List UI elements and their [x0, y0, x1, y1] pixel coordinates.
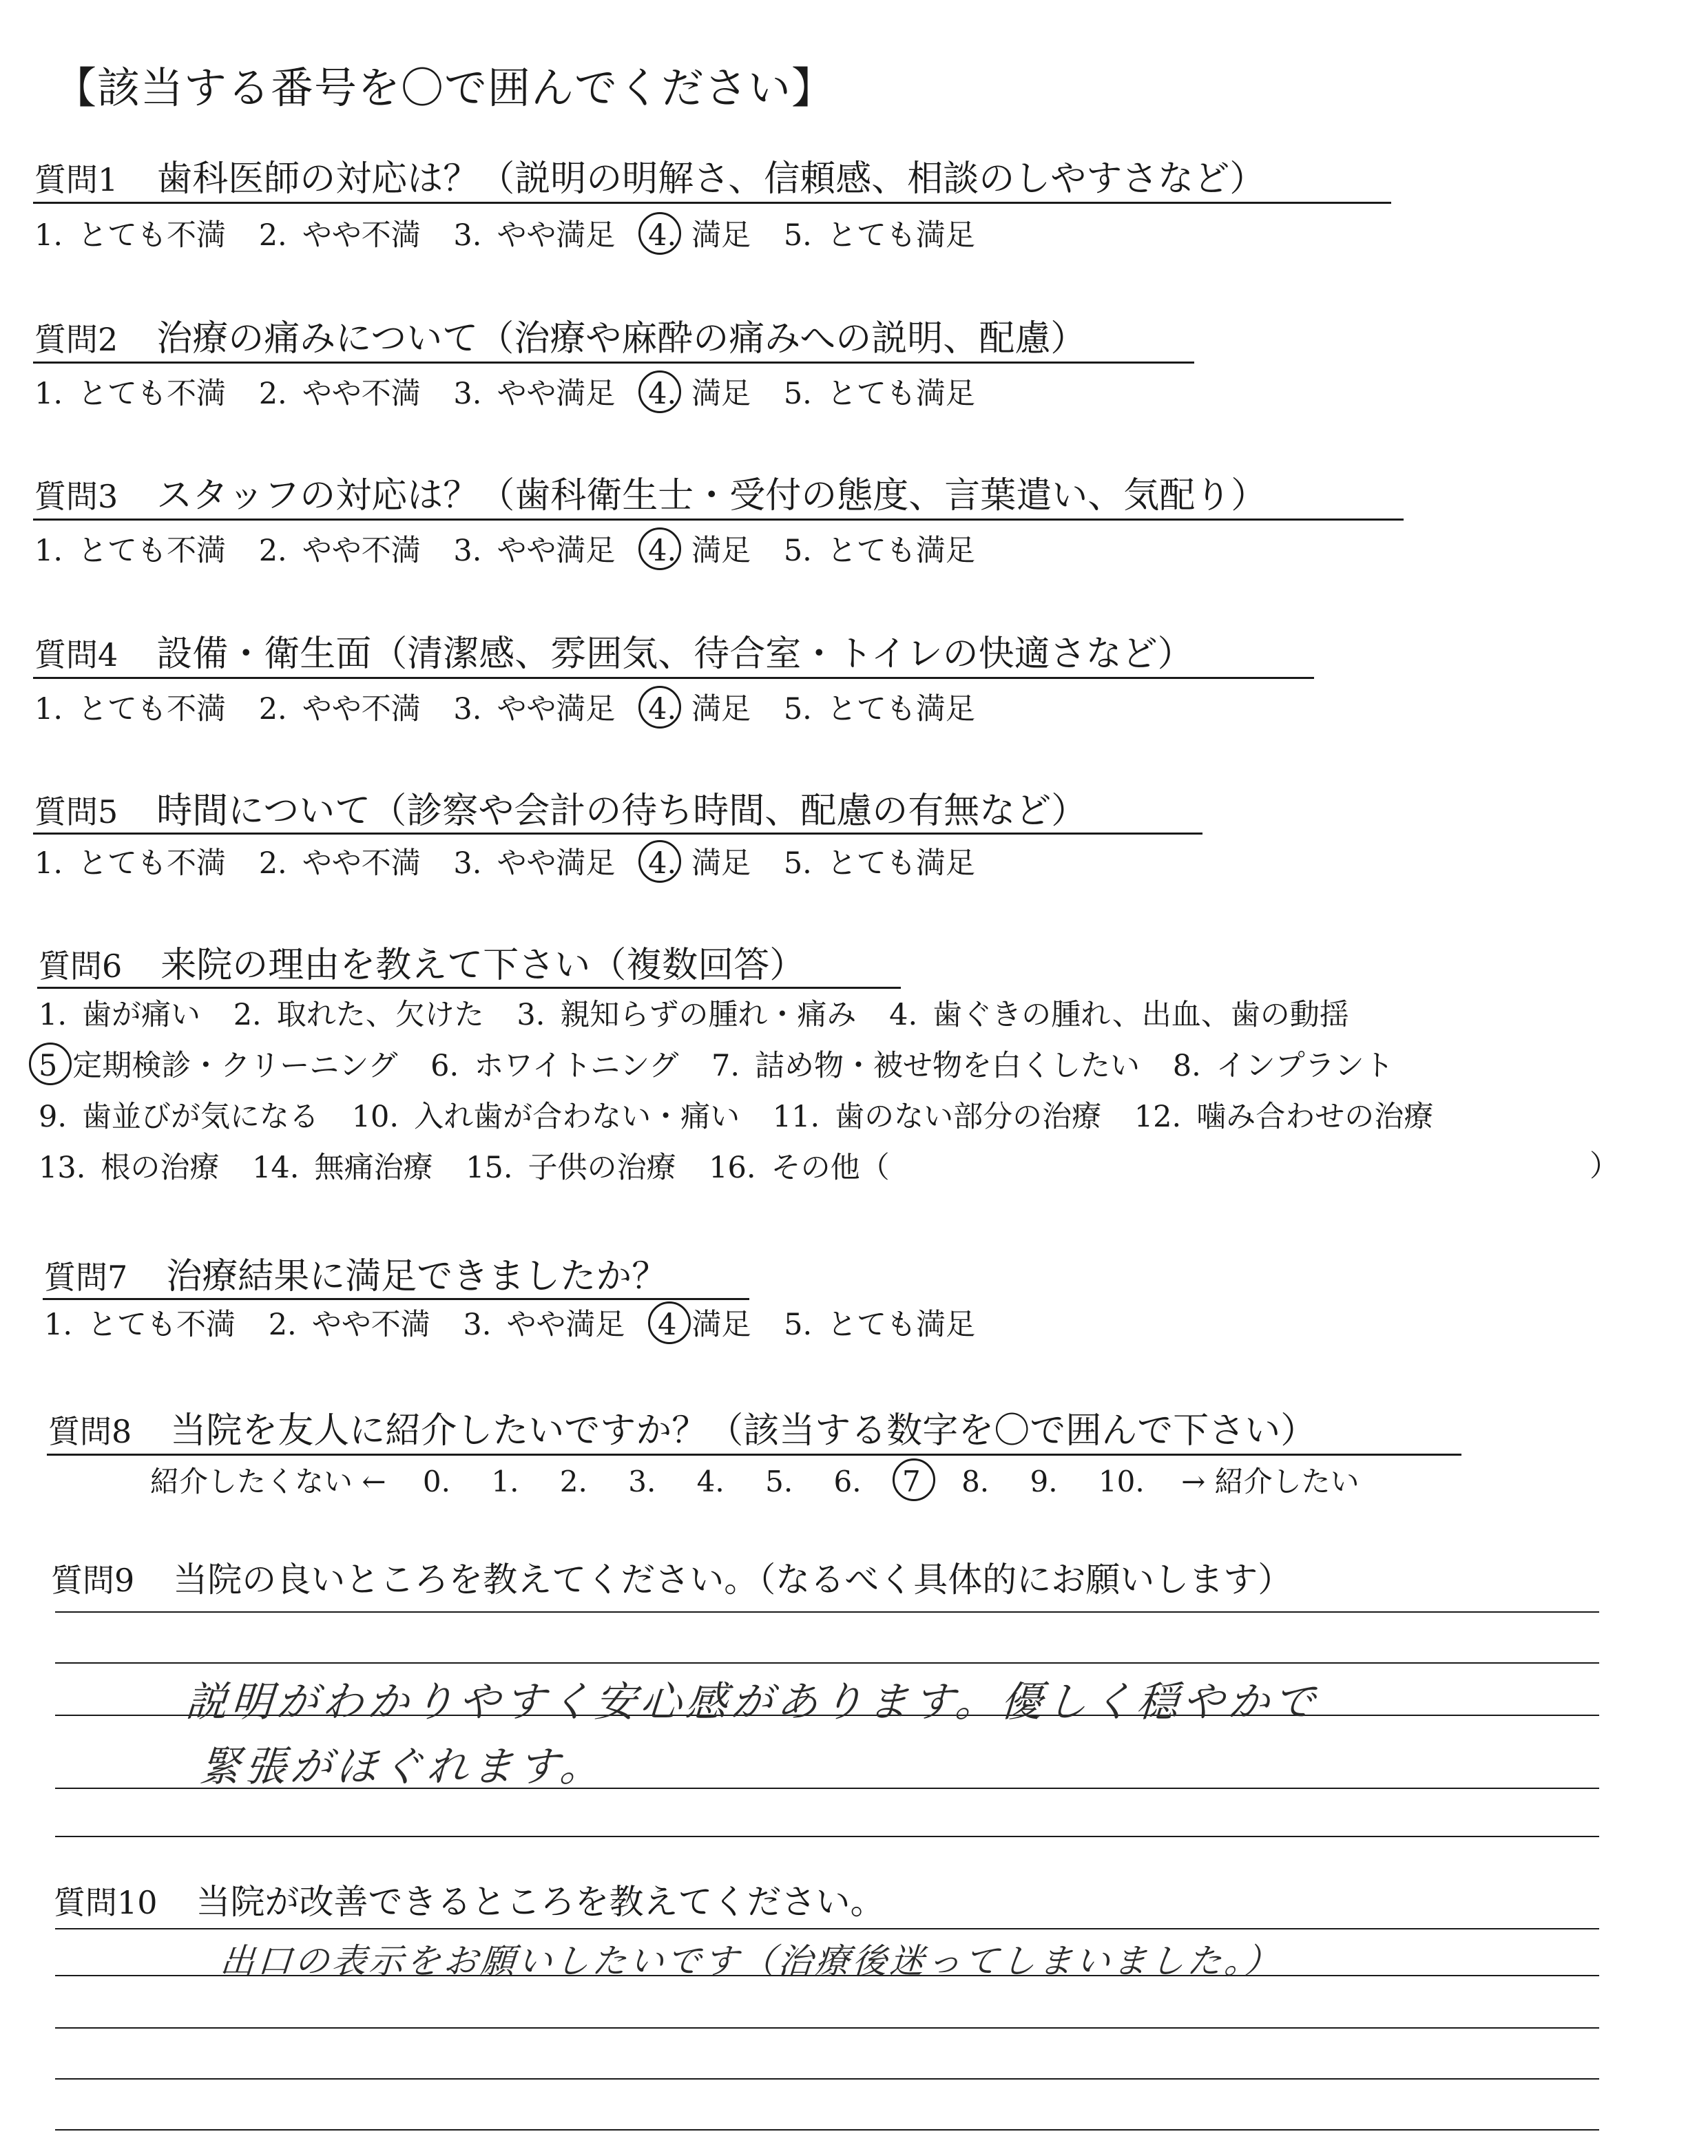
question-3-number: 質問3	[34, 478, 118, 515]
q1-option-1[interactable]: 1. とても不満	[34, 218, 227, 253]
question-5-underline	[33, 833, 1202, 835]
q6-option-5[interactable]: 5 定期検診・クリーニング	[39, 1049, 398, 1083]
question-10-text: 当院が改善できるところを教えてください。	[196, 1882, 885, 1922]
q4-option-3[interactable]: 3. やや満足	[453, 692, 616, 726]
q6-option-3[interactable]: 3. 親知らずの腫れ・痛み	[517, 998, 857, 1032]
question-5-options	[34, 844, 999, 883]
q3-option-3[interactable]: 3. やや満足	[453, 534, 616, 568]
q8-value-2[interactable]: 2.	[559, 1465, 587, 1498]
q10-answer-line-5	[55, 2129, 1599, 2131]
q5-option-3[interactable]: 3. やや満足	[453, 846, 616, 881]
question-8-number: 質問8	[48, 1413, 132, 1450]
q6-option-8[interactable]: 8. インプラント	[1172, 1049, 1394, 1083]
q6-option-4[interactable]: 4. 歯ぐきの腫れ、出血、歯の動揺	[889, 998, 1349, 1032]
question-4-number: 質問4	[34, 636, 118, 673]
question-10-heading	[54, 1880, 885, 1925]
question-2-heading	[34, 317, 1086, 362]
question-6-underline	[37, 987, 901, 989]
q3-selected-circle: 4.	[648, 534, 677, 568]
q8-value-1[interactable]: 1.	[491, 1465, 519, 1498]
q6-other-close-paren: ）	[1590, 1149, 1619, 1184]
question-8-underline	[47, 1454, 1461, 1456]
q6-option-12[interactable]: 12. 噛み合わせの治療	[1134, 1100, 1434, 1134]
question-4-options	[34, 690, 999, 729]
q4-option-1[interactable]: 1. とても不満	[34, 692, 227, 726]
question-6-number: 質問6	[39, 948, 123, 985]
q10-answer-line-3	[55, 2027, 1599, 2029]
q7-option-5[interactable]: 5. とても満足	[784, 1308, 976, 1342]
q2-option-5[interactable]: 5. とても満足	[783, 377, 975, 411]
question-9-heading	[51, 1558, 1292, 1602]
q6-option-1[interactable]: 1. 歯が痛い	[39, 998, 201, 1032]
question-7-text: 治療結果に満足できましたか？	[166, 1256, 668, 1297]
question-3-options	[34, 532, 999, 570]
q6-option-15[interactable]: 15. 子供の治療	[466, 1151, 676, 1185]
question-7-heading	[44, 1255, 667, 1299]
q9-answer-line-1	[55, 1611, 1599, 1613]
q6-option-7[interactable]: 7. 詰め物・被せ物を白くしたい	[711, 1049, 1141, 1083]
q6-option-13[interactable]: 13. 根の治療	[39, 1151, 220, 1185]
q3-option-1[interactable]: 1. とても不満	[34, 534, 227, 568]
question-6-text: 来院の理由を教えて下さい（複数回答）	[160, 945, 806, 986]
q1-option-4[interactable]: 4. 満足	[648, 218, 751, 253]
q6-option-9[interactable]: 9. 歯並びが気になる	[39, 1100, 320, 1134]
q6-option-10[interactable]: 10. 入れ歯が合わない・痛い	[351, 1100, 740, 1134]
page-title: 【該当する番号を〇で囲んでください】	[54, 63, 835, 113]
q2-option-2[interactable]: 2. やや不満	[258, 377, 421, 411]
q6-option-11[interactable]: 11. 歯のない部分の治療	[772, 1100, 1102, 1134]
q4-option-5[interactable]: 5. とても満足	[783, 692, 975, 726]
question-6-row-3	[39, 1098, 1457, 1136]
question-6-row-1	[39, 996, 1373, 1034]
q8-value-8[interactable]: 8.	[961, 1465, 990, 1498]
question-4-heading	[34, 632, 1194, 677]
question-8-scale	[150, 1463, 1360, 1501]
q1-selected-circle: 4.	[648, 218, 677, 253]
question-2-underline	[33, 362, 1194, 364]
q3-option-2[interactable]: 2. やや不満	[258, 534, 421, 568]
q9-answer-line-5	[55, 1836, 1599, 1837]
q6-option-16[interactable]: 16. その他（	[709, 1151, 890, 1185]
question-2-text: 治療の痛みについて（治療や麻酔の痛みへの説明、配慮）	[156, 318, 1087, 359]
question-6-row-2	[39, 1047, 1417, 1085]
question-10-number: 質問10	[54, 1884, 158, 1921]
question-7-underline	[43, 1298, 749, 1300]
q10-handwritten-answer[interactable]: 出口の表示をお願いしたいです（治療後迷ってしまいました。）	[218, 1941, 1283, 1981]
q8-left-label: 紹介したくない ←	[150, 1465, 386, 1498]
q10-answer-line-4	[55, 2078, 1599, 2080]
question-5-text: 時間について（診察や会計の待ち時間、配慮の有無など）	[156, 791, 1087, 832]
q5-option-4[interactable]: 4. 満足	[648, 846, 751, 881]
question-5-number: 質問5	[34, 793, 118, 830]
q7-option-1[interactable]: 1. とても不満	[44, 1308, 236, 1342]
question-9-text: 当院の良いところを教えてください。（なるべく具体的にお願いします）	[173, 1560, 1293, 1600]
q2-option-3[interactable]: 3. やや満足	[453, 377, 616, 411]
q8-value-4[interactable]: 4.	[696, 1465, 725, 1498]
q6-option-6[interactable]: 6. ホワイトニング	[430, 1049, 679, 1083]
question-2-options	[34, 375, 999, 413]
question-5-heading	[34, 789, 1087, 834]
question-1-options	[34, 216, 999, 255]
q3-option-5[interactable]: 5. とても満足	[783, 534, 975, 568]
q8-value-7-selected[interactable]: 7	[902, 1463, 921, 1501]
question-1-underline	[33, 202, 1391, 204]
q9-answer-line-2	[55, 1662, 1599, 1664]
q8-value-9[interactable]: 9.	[1030, 1465, 1058, 1498]
q2-selected-circle: 4.	[648, 377, 677, 411]
question-7-number: 質問7	[44, 1259, 128, 1296]
q10-answer-line-1	[55, 1928, 1599, 1929]
question-1-heading	[34, 157, 1265, 202]
q9-handwritten-answer-2[interactable]: 緊張がほぐれます。	[198, 1743, 607, 1791]
q4-selected-circle: 4.	[648, 692, 677, 726]
q6-option-14[interactable]: 14. 無痛治療	[252, 1151, 433, 1185]
q1-option-5[interactable]: 5. とても満足	[783, 218, 975, 253]
q8-value-5[interactable]: 5.	[765, 1465, 793, 1498]
q4-option-4[interactable]: 4. 満足	[648, 692, 751, 726]
question-4-text: 設備・衛生面（清潔感、雰囲気、待合室・トイレの快適さなど）	[156, 634, 1194, 675]
question-7-options	[44, 1306, 999, 1344]
q6-selected-circle: 5	[39, 1049, 58, 1083]
q7-selected-circle: 4	[658, 1308, 677, 1342]
q6-option-2[interactable]: 2. 取れた、欠けた	[233, 998, 484, 1032]
question-6-heading	[39, 943, 805, 988]
q5-option-2[interactable]: 2. やや不満	[258, 846, 421, 881]
q8-value-3[interactable]: 3.	[628, 1465, 656, 1498]
question-1-number: 質問1	[34, 161, 118, 198]
q9-handwritten-answer-1[interactable]: 説明がわかりやすく安心感があります。優しく穏やかで	[184, 1678, 1321, 1726]
q5-option-5[interactable]: 5. とても満足	[783, 846, 975, 881]
q1-option-3[interactable]: 3. やや満足	[453, 218, 616, 253]
question-3-heading	[34, 474, 1267, 519]
question-2-number: 質問2	[34, 321, 118, 358]
q4-option-2[interactable]: 2. やや不満	[258, 692, 421, 726]
question-3-underline	[33, 519, 1404, 521]
question-4-underline	[33, 677, 1314, 679]
q7-option-2[interactable]: 2. やや不満	[268, 1308, 430, 1342]
q7-option-4[interactable]: 4 満足	[658, 1308, 751, 1342]
q8-value-10[interactable]: 10.	[1098, 1465, 1145, 1498]
question-1-text: 歯科医師の対応は？（説明の明解さ、信頼感、相談のしやすさなど）	[156, 158, 1266, 200]
q8-right-label: → 紹介したい	[1181, 1465, 1360, 1498]
q3-option-4[interactable]: 4. 満足	[648, 534, 751, 568]
question-9-number: 質問9	[51, 1562, 135, 1599]
question-8-heading	[48, 1409, 1316, 1454]
q1-option-2[interactable]: 2. やや不満	[258, 218, 421, 253]
question-3-text: スタッフの対応は？（歯科衛生士・受付の態度、言葉遣い、気配り）	[156, 475, 1267, 516]
q5-selected-circle: 4.	[648, 846, 677, 881]
question-8-text: 当院を友人に紹介したいですか？（該当する数字を〇で囲んで下さい）	[170, 1410, 1317, 1452]
q8-value-0[interactable]: 0.	[422, 1465, 450, 1498]
q2-option-1[interactable]: 1. とても不満	[34, 377, 227, 411]
question-6-row-4	[39, 1149, 913, 1187]
q7-option-3[interactable]: 3. やや満足	[463, 1308, 625, 1342]
q5-option-1[interactable]: 1. とても不満	[34, 846, 227, 881]
q2-option-4[interactable]: 4. 満足	[648, 377, 751, 411]
q8-value-6[interactable]: 6.	[833, 1465, 862, 1498]
